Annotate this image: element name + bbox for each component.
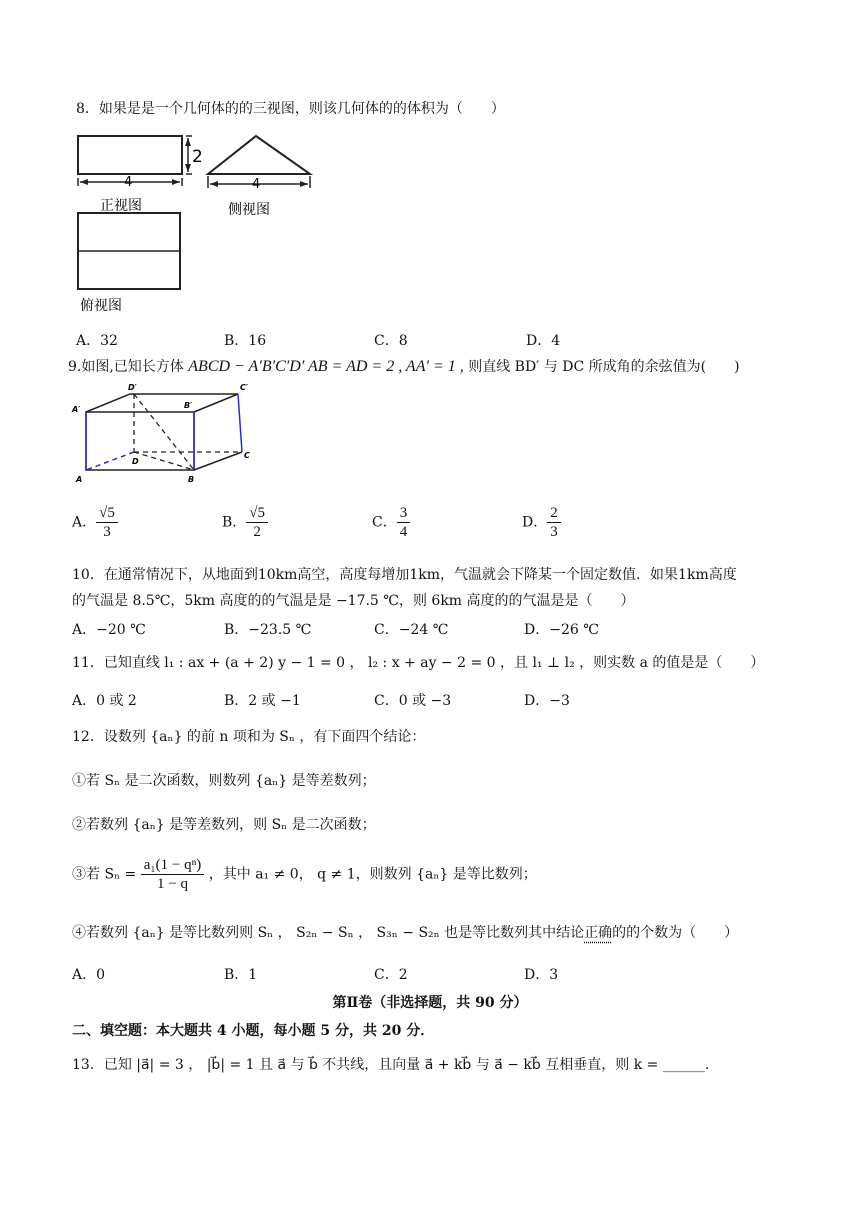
- dim-width-label-side: 4: [252, 177, 261, 192]
- q10-line1: 10．在通常情况下，从地面到10km高空，高度每增加1km，气温就会下降某一个固定数值．如果1km高度: [72, 567, 737, 583]
- q9-option-b: B． $\frac{√5}{2}$: [222, 504, 268, 541]
- q9-option-c: C． $\frac{3}{4}$: [372, 504, 410, 541]
- dim-height-label: 2: [192, 147, 203, 167]
- q10-option-a: A．−20 ℃: [72, 622, 146, 638]
- vertex-c1: C′: [240, 383, 248, 392]
- q12-option-a: A．0: [72, 967, 106, 983]
- q10-option-b: B．−23.5 ℃: [224, 622, 312, 638]
- q12-statement-3: ③若 Sₙ = $\frac{\text{a₁(1 − qⁿ)}}{1 - q}$ ，其中 a₁ ≠ 0， q ≠ 1，则数列 {aₙ} 是等比数列；: [72, 857, 537, 892]
- q12-option-c: C．2: [374, 967, 408, 983]
- q10-option-d: D．−26 ℃: [524, 622, 599, 638]
- q12-stem: 12．设数列 {aₙ} 的前 n 项和为 Sₙ ，有下面四个结论：: [72, 729, 426, 745]
- q10-line2: 的气温是 8.5℃，5km 高度的的气温是是 −17.5 ℃，则 6km 高度的的气温是是（ ）: [72, 593, 635, 609]
- side-view-triangle: [208, 136, 310, 174]
- q9-option-a: A． $\frac{√5}{3}$: [72, 504, 118, 541]
- q12-option-d: D．3: [524, 967, 559, 983]
- vertex-a1: A′: [72, 405, 81, 414]
- q9-option-d: D． $\frac{2}{3}$: [522, 504, 561, 541]
- q12-statement-1: ①若 Sₙ 是二次函数，则数列 {aₙ} 是等差数列；: [72, 773, 376, 789]
- q12-statement-2: ②若数列 {aₙ} 是等差数列，则 Sₙ 是二次函数；: [72, 817, 376, 833]
- q10-option-c: C．−24 ℃: [374, 622, 449, 638]
- q11-option-c: C．0 或 −3: [374, 693, 452, 709]
- front-view-rect: [78, 136, 182, 174]
- dim-width-label-front: 4: [124, 175, 133, 190]
- section-heading: 二、填空题：本大题共 4 小题，每小题 5 分，共 20 分．: [72, 1023, 435, 1039]
- top-view-label: 俯视图: [80, 298, 122, 314]
- q13-stem: 13．已知 |a⃗| = 3 ， |b⃗| = 1 且 a⃗ 与 b⃗ 不共线，且向量 a⃗ + kb⃗ 与 a⃗ − kb⃗ 互相垂直，则 k = ______.: [72, 1057, 710, 1073]
- q11-option-a: A．0 或 2: [72, 693, 137, 709]
- q12-statement-4: ④若数列 {aₙ} 是等比数列则 Sₙ ， S₂ₙ − Sₙ ， S₃ₙ − S₂ₙ 也是等比数列其中结论正确的的个数为（ ）: [72, 925, 739, 941]
- three-view-figure: [70, 128, 330, 324]
- q12-option-b: B．1: [224, 967, 258, 983]
- vertex-b: B: [188, 475, 195, 484]
- q11-option-b: B．2 或 −1: [224, 693, 301, 709]
- q8-option-c: C．8: [374, 333, 408, 349]
- vertex-b1: B′: [184, 401, 193, 410]
- q8-option-a: A．32: [76, 333, 118, 349]
- vertex-d1: D′: [128, 383, 137, 392]
- q8-stem: 8．如果是是一个几何体的的三视图，则该几何体的的体积为（ ）: [76, 101, 505, 117]
- vertex-a: A: [76, 475, 83, 484]
- part2-title: 第Ⅱ卷（非选择题，共 90 分）: [332, 995, 528, 1011]
- q11-stem: 11．已知直线 l₁ : ax + (a + 2) y − 1 = 0 ， l₂ : x + ay − 2 = 0 ，且 l₁ ⊥ l₂ ，则实数 a 的值是是（ ）: [72, 655, 765, 671]
- front-view-label: 正视图: [100, 198, 142, 214]
- vertex-c: C: [244, 451, 250, 460]
- q8-option-b: B．16: [224, 333, 267, 349]
- vertex-d: D: [132, 457, 139, 466]
- cuboid-figure: [70, 382, 270, 486]
- q11-option-d: D．−3: [524, 693, 570, 709]
- side-view-label: 侧视图: [228, 202, 270, 218]
- q8-option-d: D．4: [526, 333, 561, 349]
- q9-stem: 9.如图,已知长方体 ABCD − A′B′C′D′ AB = AD = 2 , AA′ = 1 , 则直线 BD′ 与 DC 所成角的余弦值为( ): [68, 358, 740, 375]
